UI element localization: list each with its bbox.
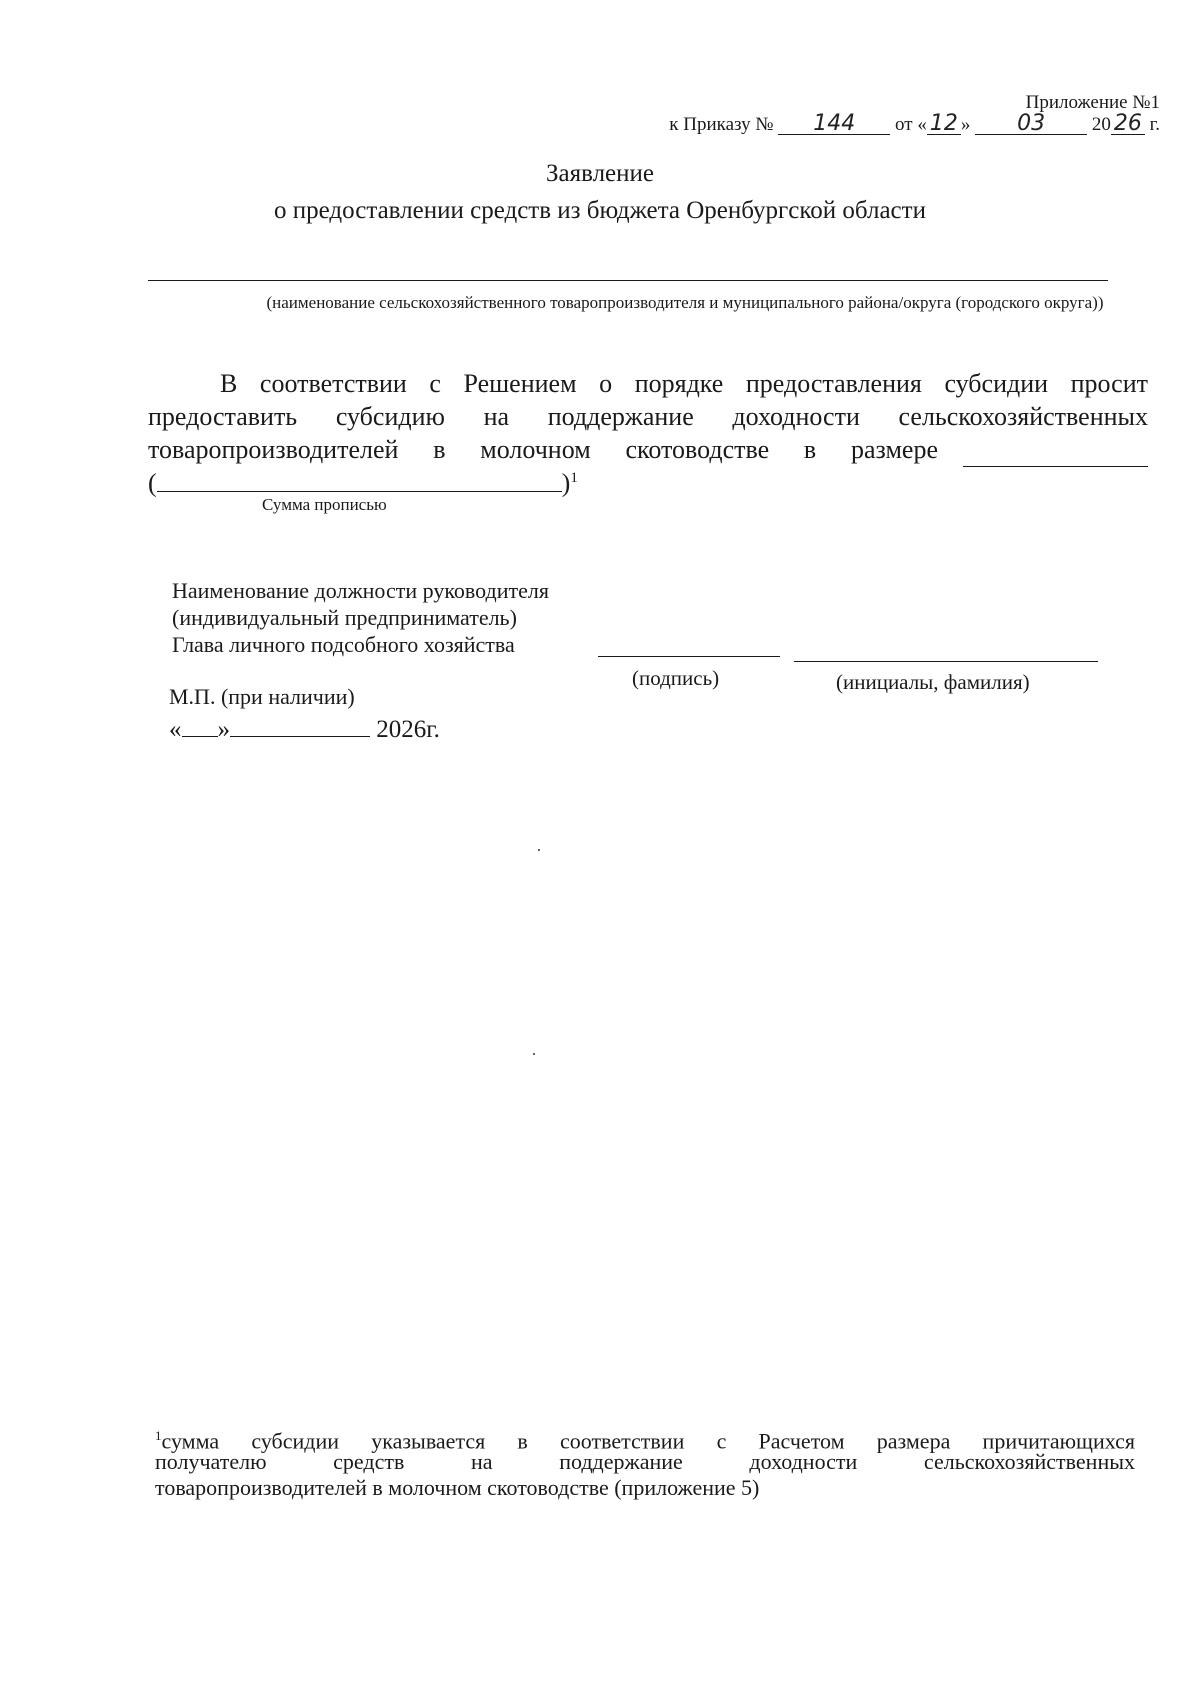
order-date-from: от «: [895, 114, 927, 135]
amount-words-line: [148, 463, 578, 499]
appendix-label: Приложение №1: [1025, 92, 1160, 113]
signature-date: [169, 716, 440, 744]
full-name-field[interactable]: [794, 661, 1098, 662]
order-number: 144: [778, 114, 890, 135]
body-line-3: товаропроизводителей в молочном скотоводстве в размере: [148, 435, 938, 464]
producer-name-field[interactable]: [148, 280, 1108, 281]
order-date-day: 12: [927, 114, 961, 135]
date-month-field[interactable]: [230, 718, 370, 737]
paren-open: (: [148, 468, 157, 498]
order-prefix: к Приказу №: [669, 114, 774, 135]
entrepreneur-label: (индивидуальный предприниматель): [172, 605, 517, 630]
date-day-field[interactable]: [182, 718, 218, 737]
position-title: Наименование должности руководителя: [172, 578, 549, 603]
scan-speck: [538, 849, 540, 851]
body-line-1: В соответствии с Решением о порядке предоставления субсидии просит: [220, 369, 1148, 398]
footnote-reference: 1: [570, 470, 578, 486]
footnote-line-2: получателю средств на поддержание доходности сельскохозяйственных: [155, 1449, 1135, 1474]
scan-speck: [533, 1053, 535, 1055]
stamp-label: М.П. (при наличии): [169, 684, 355, 709]
footnote-mark: 1: [155, 1428, 162, 1443]
date-open-quote: «: [169, 716, 182, 743]
order-year-end: г.: [1149, 114, 1160, 135]
order-date-close: »: [960, 114, 971, 135]
footnote-line-3: товаропроизводителей в молочном скотоводстве (приложение 5): [155, 1475, 760, 1500]
amount-words-field[interactable]: [157, 471, 562, 492]
footnote-text-1: сумма субсидии указывается в соответствии с Расчетом размера причитающихся: [161, 1428, 1135, 1454]
household-head-label: Глава личного подсобного хозяйства: [172, 632, 515, 657]
date-close-quote: »: [217, 716, 230, 743]
body-line-2: предоставить субсидию на поддержание доходности сельскохозяйственных: [148, 402, 1148, 431]
date-year: 2026г.: [376, 716, 440, 743]
order-date-month: 03: [975, 114, 1087, 135]
producer-caption: (наименование сельскохозяйственного товаропроизводителя и муниципального района/округа (городского округа)): [266, 293, 1104, 312]
full-name-caption: (инициалы, фамилия): [836, 670, 1030, 694]
amount-words-caption: Сумма прописью: [262, 495, 387, 514]
order-year-prefix: 20: [1091, 114, 1111, 135]
paren-close: ): [561, 468, 571, 498]
document-title: Заявление: [545, 160, 655, 187]
order-year-suffix: 26: [1111, 114, 1145, 135]
signature-caption: (подпись): [632, 666, 720, 690]
document-subtitle: о предоставлении средств из бюджета Оренбургской области: [274, 197, 926, 224]
amount-field[interactable]: [963, 466, 1148, 467]
order-reference: [669, 111, 1160, 136]
signature-field[interactable]: [598, 656, 780, 657]
